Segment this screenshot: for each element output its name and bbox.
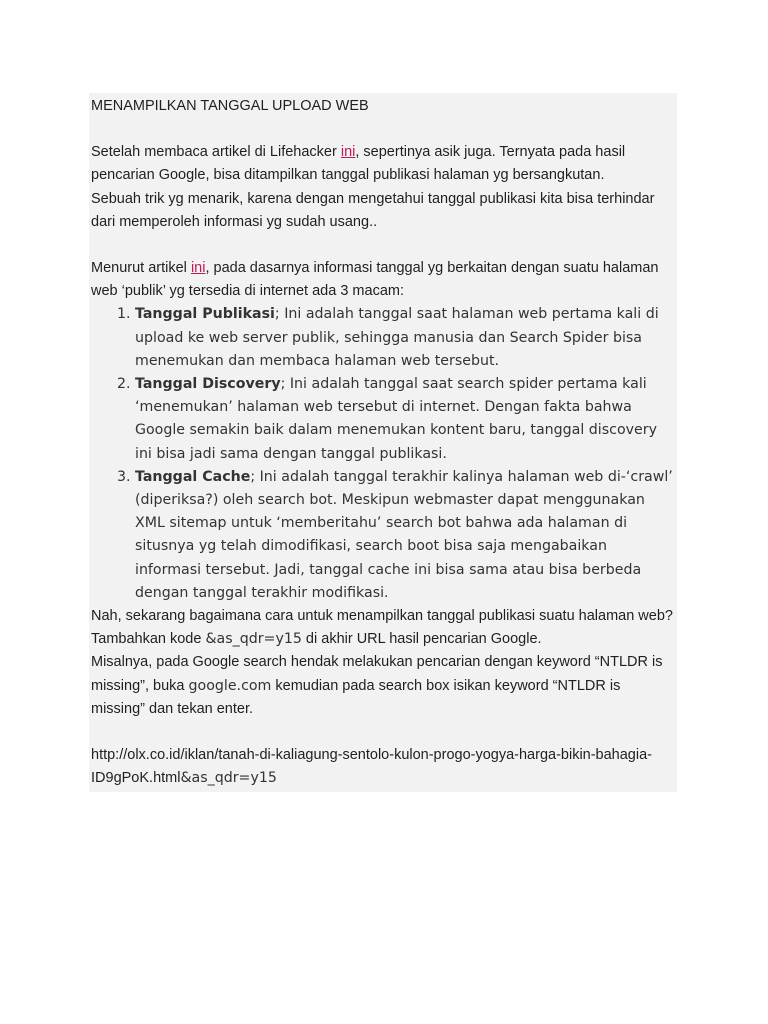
second-paragraph xyxy=(89,257,677,303)
spacer xyxy=(89,118,677,141)
third-text-cont: di akhir URL hasil pencarian Google. xyxy=(301,631,542,648)
fourth-text-cont: kemudian pada search box isikan keyword “NTLDR is missing” dan tekan enter. xyxy=(91,677,621,717)
second-text-cont: , pada dasarnya informasi tanggal yg berkaitan dengan suatu halaman web ‘publik’ yg tersedia di internet ada 3 macam: xyxy=(91,260,659,300)
list-item-text: ; Ini adalah tanggal saat search spider pertama kali ‘menemukan’ halaman web tersebut di internet. Dengan fakta bahwa Google semakin baik dalam menemukan kontent baru, tanggal discovery ini bisa jadi sama dengan tanggal publikasi. xyxy=(135,376,657,462)
intro-text: Setelah membaca artikel di Lifehacker xyxy=(91,144,341,161)
fourth-paragraph xyxy=(89,651,677,721)
list-item xyxy=(135,466,677,605)
fourth-text: Misalnya, pada Google search hendak melakukan pencarian dengan keyword “NTLDR is missing”, buka xyxy=(91,654,663,694)
example-url-suffix: &as_qdr=y15 xyxy=(180,770,277,787)
article-title: MENAMPILKAN TANGGAL UPLOAD WEB xyxy=(91,98,369,114)
list-item xyxy=(135,373,677,466)
article-link[interactable]: ini xyxy=(190,260,206,277)
query-code: &as_qdr=y15 xyxy=(205,631,302,648)
second-text: Menurut artikel xyxy=(91,260,191,277)
intro-text-cont: , sepertinya asik juga. Ternyata pada hasil pencarian Google, bisa ditampilkan tanggal publikasi halaman yg bersangkutan. xyxy=(91,144,626,184)
spacer xyxy=(89,234,677,257)
intro-paragraph xyxy=(89,141,677,187)
intro-paragraph-2: Sebuah trik yg menarik, karena dengan mengetahui tanggal publikasi kita bisa terhindar dari memperoleh informasi yg sudah usang.. xyxy=(91,190,655,230)
third-paragraph xyxy=(89,605,677,651)
lifehacker-link[interactable]: ini xyxy=(340,144,356,161)
list-item-text: ; Ini adalah tanggal terakhir kalinya halaman web di-‘crawl’ (diperiksa?) oleh search bot. Meskipun webmaster dapat menggunakan XML sitemap untuk ‘memberitahu’ search bot bahwa ada halaman di situsnya yg telah dimodifikasi, search boot bisa saja mengabaikan informasi tersebut. Jadi, tanggal cache ini bisa sama atau bisa berbeda dengan tanggal terakhir modifikasi. xyxy=(135,468,673,601)
list-item-term: Tanggal Discovery xyxy=(135,376,281,393)
article-body xyxy=(89,93,677,792)
spacer xyxy=(89,721,677,744)
list-item-text: ; Ini adalah tanggal saat halaman web pertama kali di upload ke web server publik, sehingga manusia dan Search Spider bisa menemukan dan membaca halaman web tersebut. xyxy=(135,306,659,369)
date-types-list xyxy=(89,303,677,605)
list-item-term: Tanggal Publikasi xyxy=(135,306,275,323)
list-item-term: Tanggal Cache xyxy=(135,468,251,485)
example-url-main: http://olx.co.id/iklan/tanah-di-kaliagung-sentolo-kulon-progo-yogya-harga-bikin-bahagia-ID9gPoK.html xyxy=(91,747,652,787)
third-text: Nah, sekarang bagaimana cara untuk menampilkan tanggal publikasi suatu halaman web? Tambahkan kode xyxy=(91,608,673,648)
google-domain: google.com xyxy=(188,677,272,694)
list-item xyxy=(135,303,677,373)
example-url xyxy=(89,744,677,792)
